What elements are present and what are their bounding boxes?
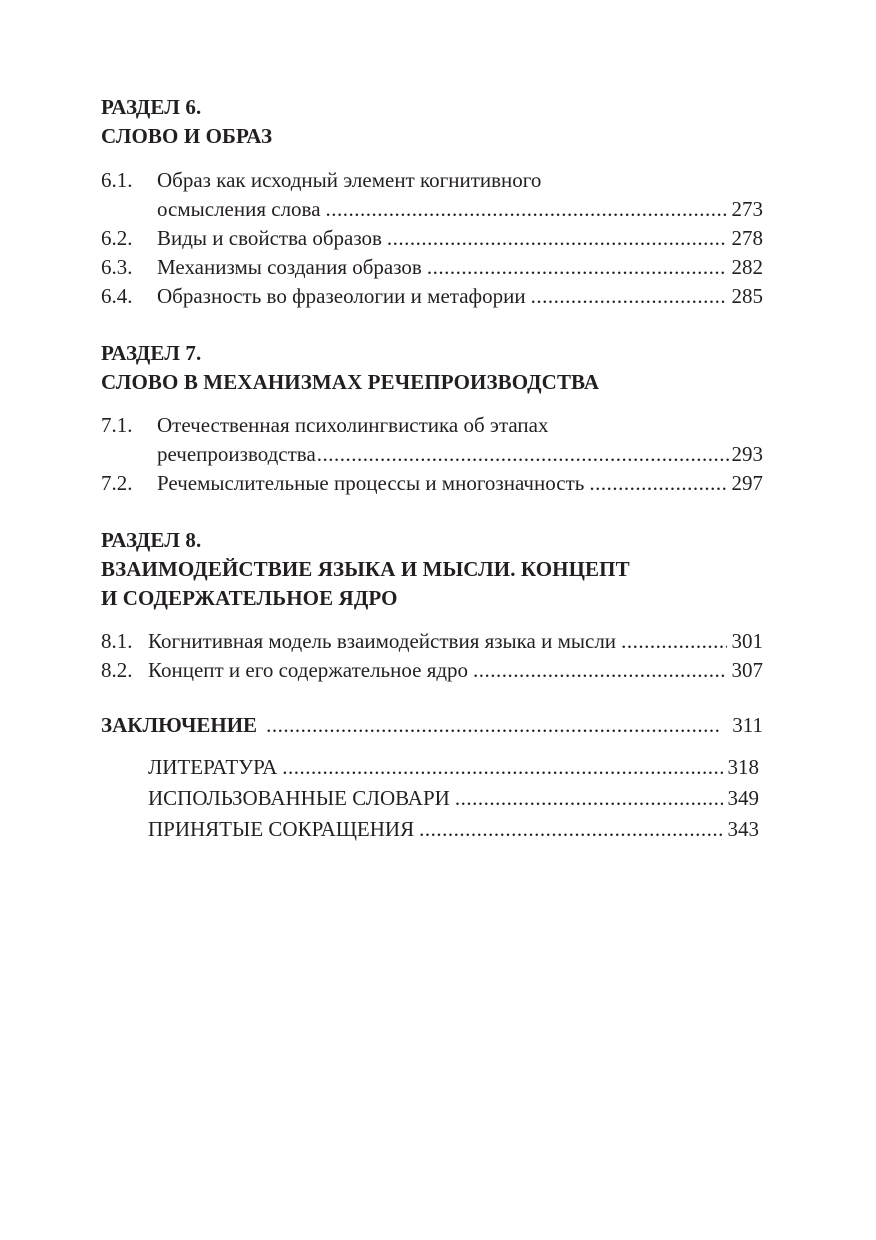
toc-entry-continuation[interactable] — [101, 440, 763, 469]
entry-title: Механизмы создания образов — [157, 255, 422, 279]
dot-leader — [266, 713, 721, 738]
entry-page: 273 — [731, 197, 763, 221]
section-6-entries — [101, 166, 763, 311]
entry-number: 7.1. — [101, 413, 133, 437]
toc-entry[interactable] — [148, 786, 759, 817]
dot-leader — [455, 786, 723, 811]
entry-title: Речемыслительные процессы и многозначность — [157, 471, 585, 495]
entry-title: ЛИТЕРАТУРА — [148, 755, 278, 779]
section-8-entries — [101, 627, 763, 685]
conclusion — [101, 713, 763, 742]
entry-page: 297 — [731, 471, 763, 495]
entry-title: Концепт и его содержательное ядро — [148, 658, 469, 682]
entry-page: 343 — [727, 817, 759, 841]
toc-entry[interactable] — [148, 755, 759, 786]
section-title: ВЗАИМОДЕЙСТВИЕ ЯЗЫКА И МЫСЛИ. КОНЦЕПТ — [101, 557, 630, 581]
entry-number: 6.1. — [101, 168, 133, 192]
entry-page: 301 — [731, 629, 763, 653]
entry-page: 278 — [731, 226, 763, 250]
entry-number: 6.4. — [101, 284, 133, 308]
toc-entry[interactable] — [101, 224, 763, 253]
entry-page: 318 — [727, 755, 759, 779]
dot-leader — [589, 469, 726, 498]
entry-title: Когнитивная модель взаимодействия языка и мысли — [148, 629, 617, 653]
section-7 — [101, 339, 763, 397]
section-label: РАЗДЕЛ 7. — [101, 341, 202, 365]
entry-page: 349 — [727, 786, 759, 810]
entry-title: Отечественная психолингвистика об этапах — [157, 413, 549, 437]
entry-number: 8.1. — [101, 629, 133, 653]
conclusion-title: ЗАКЛЮЧЕНИЕ — [101, 713, 258, 737]
entry-page: 285 — [731, 284, 763, 308]
entry-page: 311 — [732, 713, 763, 737]
dot-leader — [387, 224, 727, 253]
back-matter — [148, 755, 759, 848]
section-label: РАЗДЕЛ 8. — [101, 528, 202, 552]
toc-entry[interactable] — [101, 411, 763, 440]
dot-leader — [473, 656, 726, 685]
dot-leader — [419, 817, 722, 842]
section-6 — [101, 93, 763, 151]
dot-leader — [427, 253, 727, 282]
entry-number: 7.2. — [101, 471, 133, 495]
toc-entry[interactable] — [101, 713, 763, 742]
section-title: СЛОВО В МЕХАНИЗМАХ РЕЧЕПРОИЗВОДСТВА — [101, 370, 600, 394]
entry-title: Образ как исходный элемент когнитивного — [157, 168, 542, 192]
section-title: И СОДЕРЖАТЕЛЬНОЕ ЯДРО — [101, 586, 398, 610]
dot-leader — [282, 755, 722, 780]
entry-number: 6.3. — [101, 255, 133, 279]
dot-leader — [326, 195, 727, 224]
entry-page: 307 — [731, 658, 763, 682]
section-7-entries — [101, 411, 763, 498]
entry-title: Образность во фразеологии и метафории — [157, 284, 526, 308]
toc-entry[interactable] — [101, 253, 763, 282]
toc-entry[interactable] — [148, 817, 759, 848]
toc-entry[interactable] — [101, 656, 763, 685]
toc-entry[interactable] — [101, 469, 763, 498]
section-label: РАЗДЕЛ 6. — [101, 95, 202, 119]
toc-entry-continuation[interactable] — [101, 195, 763, 224]
toc-entry[interactable] — [101, 166, 763, 195]
entry-number: 6.2. — [101, 226, 133, 250]
toc-entry[interactable] — [101, 282, 763, 311]
entry-page: 293 — [731, 442, 763, 466]
dot-leader — [531, 282, 727, 311]
entry-number: 8.2. — [101, 658, 133, 682]
section-8 — [101, 526, 763, 613]
entry-title: осмысления слова — [157, 197, 321, 221]
dot-leader — [621, 627, 726, 656]
section-title: СЛОВО И ОБРАЗ — [101, 124, 273, 148]
dot-leader — [317, 440, 732, 469]
entry-title: Виды и свойства образов — [157, 226, 382, 250]
entry-page: 282 — [731, 255, 763, 279]
entry-title: ПРИНЯТЫЕ СОКРАЩЕНИЯ — [148, 817, 415, 841]
toc-entry[interactable] — [101, 627, 763, 656]
entry-title: ИСПОЛЬЗОВАННЫЕ СЛОВАРИ — [148, 786, 450, 810]
entry-title: речепроизводства — [157, 442, 316, 466]
